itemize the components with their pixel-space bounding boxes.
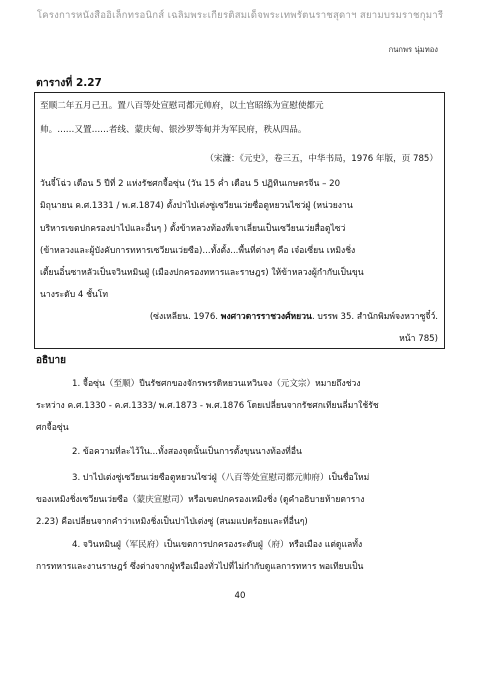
thai-translation-line: (ข้าหลวงและผู้บังคับการทหารเซวียนเว่ยซือ)...ทั้งตั้ง...พื้นที่ต่างๆ คือ เจ๋อเซี่ยน เหมิงชิ่ง xyxy=(40,246,356,256)
page-number: 40 xyxy=(234,591,246,601)
citation-publisher: . บรรพ 35. สำนักพิมพ์จงหวาซูจี๋ว์. xyxy=(311,312,438,322)
explanation-line: 2. ข้อความที่ละไว้ใน...ทั้งสองจุดนั้นเป็นการตั้งขุนนางท้องที่อื่น xyxy=(72,447,302,457)
chinese-text-line: 帅。……又置……者线、蒙庆甸、银沙罗等甸并为军民府，秩从四品。 xyxy=(40,125,307,135)
book-series-header: โครงการหนังสืออิเล็กทรอนิกส์ เฉลิมพระเกียรติสมเด็จพระเทพรัตนราชสุดาฯ สยามบรมราชกุมารี xyxy=(36,10,444,21)
citation-author-year: (ซ่งเหลียน. 1976. xyxy=(149,312,221,322)
explanation-line: 3. ปาไป่เต่งซู่เซวียนเว่ยซือตูหยวนไซว่ฝู่（八百等处宣慰司都元帅府）เป็นชื่อใหม่ xyxy=(72,473,370,483)
thai-source-citation-page: หน้า 785) xyxy=(399,334,438,344)
explanation-line: ของเหมิงชิ่งเซวียนเว่ยซือ（蒙庆宣慰司）หรือเขตปกครองเหมิงชิ่ง (ดูคำอธิบายท้ายตาราง xyxy=(36,495,365,505)
explanation-line: ศกจื้อซุ่น xyxy=(36,423,69,433)
chinese-source-citation: （宋濂：《元史》，卷三五，中华书局，1976 年版，页 785） xyxy=(205,154,438,164)
explanation-line: การทหารและงานราษฎร์ ซึ่งต่างจากฝู่หรือเมืองทั่วไปที่ไม่กำกับดูแลการทหาร พอเทียบเป็น xyxy=(36,562,364,572)
explanation-line: 1. จื้อซุ่น（至顺）ปีนรัชศกของจักรพรรดิหยวนเหวินจง（元文宗）หมายถึงช่วง xyxy=(72,379,361,389)
thai-translation-line: บริหารเขตปกครองปาไป่และอื่นๆ ) ตั้งข้าหลวงท้องที่เจาเลี่ยนเป็นเซวียนเว่ยสื่อตูไซว่ xyxy=(40,224,346,234)
explanation-line: 2.23) คือเปลี่ยนจากคำว่าเหมิงชิ่งเป็นปาไป่เต่งซู่ (สนมแปดร้อยและที่อื่นๆ) xyxy=(36,517,308,527)
thai-translation-line: นางระดับ 4 ชั้นโท xyxy=(40,290,109,300)
explanation-heading: อธิบาย xyxy=(36,355,66,366)
explanation-line: 4. จวินหมินฝู่（军民府）เป็นเขตการปกครองระดับฝู่（府）หรือเมือง แต่ดูแลทั้ง xyxy=(72,540,363,550)
thai-source-citation xyxy=(150,313,438,322)
thai-translation-line: วันจี๋โฉ่ว เดือน 5 ปีที่ 2 แห่งรัชศกจื้อซุ่น (วัน 15 ค่ำ เดือน 5 ปฏิทินเกษตรจีน – 20 xyxy=(40,179,341,189)
thai-translation-line: เตี้ยนอิ๋นซาหลัวเป็นจวินหมินฝู่ (เมืองปกครองทหารและราษฎร) ให้ข้าหลวงผู้กำกับเป็นขุน xyxy=(40,268,364,278)
table-label: ตารางที่ 2.27 xyxy=(36,77,102,89)
citation-book-title: พงศาวดารราชวงศ์หยวน xyxy=(220,312,312,322)
explanation-line: ระหว่าง ค.ศ.1330 - ค.ศ.1333/ พ.ศ.1873 - พ.ศ.1876 โดยเปลี่ยนจากรัชศกเทียนลี่มาใช้รัช xyxy=(36,401,379,411)
chinese-text-line: 至顺二年五月己丑。置八百等处宣慰司都元帅府，以土官昭练为宣慰使都元 xyxy=(40,101,324,111)
thai-translation-line: มิถุนายน ค.ศ.1331 / พ.ศ.1874) ตั้งปาไป่เต่งซู่เซวียนเว่ยซื่อตูหยวนไซว่ฝู่ (หน่วยงาน xyxy=(40,201,353,211)
author-name: กนกพร นุ่มทอง xyxy=(388,45,438,54)
